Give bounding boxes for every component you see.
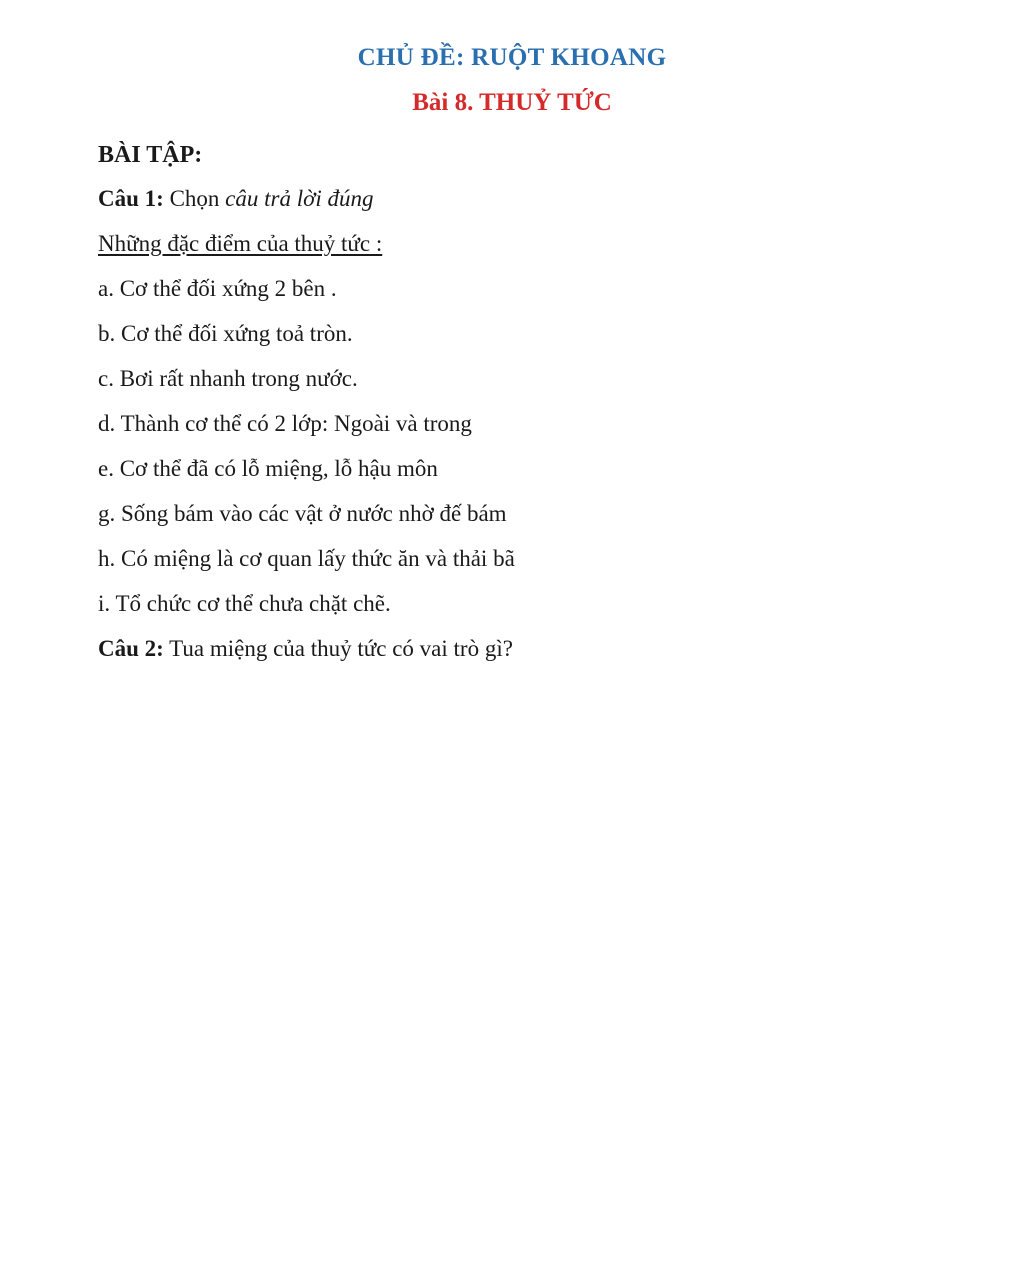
lesson-heading: Bài 8. THUỶ TỨC [412, 89, 612, 116]
option-h: h. Có miệng là cơ quan lấy thức ăn và thải bã [98, 546, 515, 571]
question-1-subheading-row [98, 221, 958, 266]
exercise-title: BÀI TẬP: [98, 142, 203, 168]
option-b: b. Cơ thể đối xứng toả tròn. [98, 321, 353, 346]
question-2-label: Câu 2: [98, 636, 164, 661]
exercise-section [98, 134, 958, 671]
question-1-label: Câu 1: [98, 186, 164, 211]
option-g: g. Sống bám vào các vật ở nước nhờ đế bám [98, 501, 507, 526]
question-1 [98, 176, 958, 221]
option-c: c. Bơi rất nhanh trong nước. [98, 366, 358, 391]
option-a: a. Cơ thể đối xứng 2 bên . [98, 276, 337, 301]
option-e: e. Cơ thể đã có lỗ miệng, lỗ hậu môn [98, 456, 438, 481]
question-1-prompt: Chọn [169, 186, 220, 211]
question-2 [98, 626, 958, 671]
question-1-prompt-italic: câu trả lời đúng [225, 186, 374, 211]
topic-heading: CHỦ ĐỀ: RUỘT KHOANG [357, 44, 667, 71]
question-1-subheading: Những đặc điểm của thuỷ tức : [98, 231, 383, 256]
option-i: i. Tổ chức cơ thể chưa chặt chẽ. [98, 591, 391, 616]
option-d: d. Thành cơ thể có 2 lớp: Ngoài và trong [98, 411, 472, 436]
question-2-text: Tua miệng của thuỷ tức có vai trò gì? [169, 636, 513, 661]
